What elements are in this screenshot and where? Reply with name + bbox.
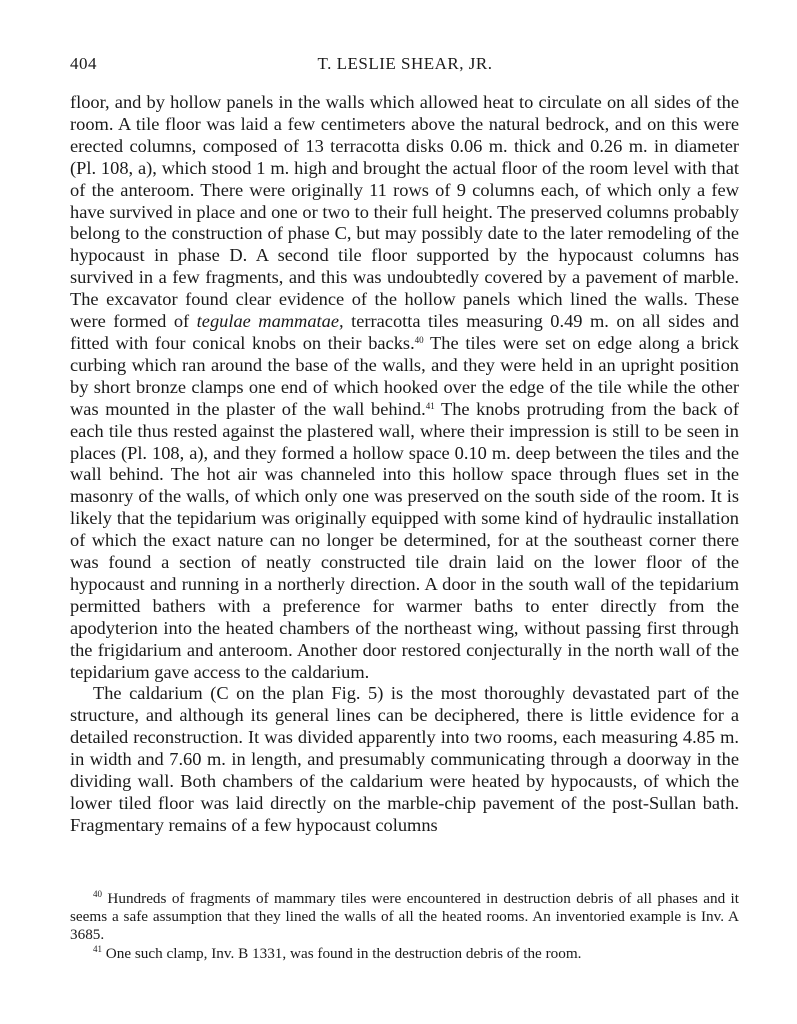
paragraph-1 — [70, 92, 739, 683]
footnote-41 — [70, 945, 739, 963]
footnote-number: 41 — [93, 943, 102, 954]
paragraph-1-part-4: The knobs protruding from the back of each tile thus rested against the plastered wall, where their impression is still to be seen in places (Pl. 108, a), and they formed a hollow space 0.10 m. deep between the tiles and the wall behind. The hot air was channeled into this hollow space through flues set in the masonry of the walls, of which only one was preserved on the south side of the room. It is likely that the tepidarium was originally equipped with some kind of hydraulic installation of which the exact nature can no longer be determined, for at the southeast corner there was found a section of neatly constructed tile drain laid on the lower floor of the hypocaust and running in a northerly direction. A door in the south wall of the tepidarium permitted bathers with a preference for warmer baths to enter directly from the apodyterion into the heated chambers of the northeast wing, without passing first through the frigidarium and anteroom. Another door restored conjecturally in the north wall of the tepidarium gave access to the caldarium. — [70, 398, 739, 682]
running-title: T. LESLIE SHEAR, JR. — [317, 54, 493, 73]
paragraph-2: The caldarium (C on the plan Fig. 5) is the most thoroughly devastated part of the structure, and although its general lines can be deciphered, there is little evidence for a detailed reconstruction. It was divided apparently into two rooms, each measuring 4.85 m. in width and 7.60 m. in length, and presumably communicating through a doorway in the dividing wall. Both chambers of the caldarium were heated by hypocausts, of which the lower tiled floor was laid directly on the marble-chip pavement of the post-Sullan bath. Fragmentary remains of a few hypocaust columns — [70, 683, 739, 835]
body-text — [70, 92, 739, 837]
footnote-40 — [70, 890, 739, 945]
paragraph-1-part-1: floor, and by hollow panels in the walls which allowed heat to circulate on all sides of the room. A tile floor was laid a few centimeters above the natural bedrock, and on this were erected columns, composed of 13 terracotta disks 0.06 m. thick and 0.26 m. in diameter (Pl. 108, a), which stood 1 m. high and brought the actual floor of the room level with that of the anteroom. There were originally 11 rows of 9 columns each, of which only a few have survived in place and one or two to their full height. The preserved columns probably belong to the construction of phase C, but may possibly date to the later remodeling of the hypocaust in phase D. A second tile floor supported by the hypocaust columns has survived in a few fragments, and this was undoubtedly covered by a pavement of marble. The excavator found clear evidence of the hollow panels which lined the walls. These were formed of — [70, 92, 739, 332]
footnote-ref-40[interactable]: 40 — [414, 334, 424, 345]
footnote-ref-41[interactable]: 41 — [425, 400, 435, 411]
footnote-number: 40 — [93, 889, 102, 899]
footnote-text: Hundreds of fragments of mammary tiles were encountered in destruction debris of all phases and it seems a safe assumption that they lined the walls of all the heated rooms. An inventoried example is Inv. A 3685. — [70, 890, 739, 944]
paragraph-1-part-3: The tiles were set on edge along a brick curbing which ran around the base of the walls, and they were held in an upright position by short bronze clamps one end of which hooked over the edge of the tile while the other was mounted in the plaster of the wall behind. — [70, 332, 739, 419]
footnote-text: One such clamp, Inv. B 1331, was found in the destruction debris of the room. — [102, 944, 582, 962]
running-head — [70, 54, 740, 78]
footnotes — [70, 890, 739, 963]
paragraph-1-part-2: terracotta tiles measuring 0.49 m. on all sides and fitted with four conical knobs on their backs. — [70, 311, 740, 353]
latin-term: tegulae mammatae, — [196, 311, 344, 332]
page-number: 404 — [70, 54, 97, 73]
